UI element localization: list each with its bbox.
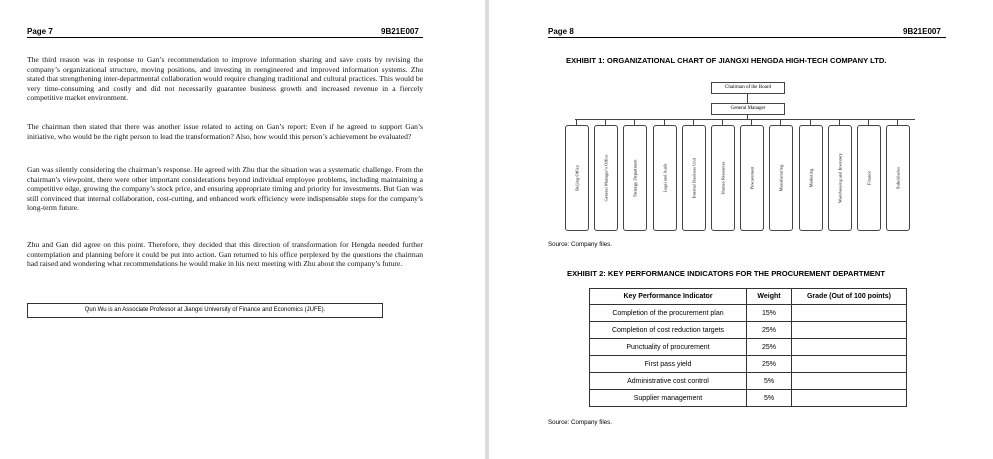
org-department-label: Legal and Audit [662,163,668,193]
org-department-label: Subsidiaries [895,167,901,189]
paragraph-1: The third reason was in response to Gan’s recommendation to improve information sharing and save costs by revising the company’s organizational structure, moving positions, and investing in reengineered and improved information systems. Zhu stated that strengthening inter-departmental collaboration would require changing traditional and cultural practices. This would be very time-consuming and costly and did not necessarily guarantee business growth and increased revenue in a fiercely competitive market environment. [27,55,423,103]
kpi-cell: Supplier management [590,390,747,407]
weight-cell: 25% [747,322,792,339]
weight-cell: 5% [747,373,792,390]
org-department-label: Marketing [808,168,814,188]
source-note-1: Source: Company files. [548,241,612,248]
paragraph-3: Gan was silently considering the chairman’s response. He agreed with Zhu that the situation was a systematic challenge. From the chairman’s viewpoint, there were other important considerations beyond individual employee problems, including maintaining a competitive edge, growing the company’s stock price, and ensuring appropriate timing and priority for investments. But Gan was still convinced that internal collaboration, cost-cutting, and enhanced work efficiency were indispensable steps for the company’s long-term future. [27,165,423,213]
kpi-cell: First pass yield [590,356,747,373]
org-chairman-box: Chairman of the Board [711,82,785,94]
page-number: Page 7 [27,27,53,36]
org-department-label: Procurement [749,166,755,190]
kpi-cell: Punctuality of procurement [590,339,747,356]
page-number: Page 8 [548,27,574,36]
org-department-label: Beijing Office [574,165,580,191]
case-code: 9B21E007 [903,27,941,36]
source-note-2: Source: Company files. [548,419,612,426]
table-row [590,305,907,322]
grade-cell [792,356,907,373]
org-department-label: Human Resources [720,161,726,195]
weight-cell: 15% [747,305,792,322]
table-row [590,339,907,356]
org-department-label: Manufacturing [778,164,784,192]
case-code: 9B21E007 [381,27,419,36]
grade-cell [792,339,907,356]
grade-cell [792,305,907,322]
exhibit-1-title: EXHIBIT 1: ORGANIZATIONAL CHART OF JIANGXI HENGDA HIGH-TECH COMPANY LTD. [566,56,887,65]
org-department-label: General Manager’s Office [603,154,609,202]
exhibit-2-title: EXHIBIT 2: KEY PERFORMANCE INDICATORS FOR THE PROCUREMENT DEPARTMENT [567,269,885,278]
table-row [590,356,907,373]
page-7 [0,0,485,459]
kpi-cell: Administrative cost control [590,373,747,390]
table-header-row [590,289,907,305]
header-rule [27,37,423,38]
table-row [590,390,907,407]
grade-cell [792,322,907,339]
header-kpi: Key Performance Indicator [590,289,747,305]
org-department-label: Finance [866,170,872,186]
org-department-label: Warehousing and Inventory [837,153,843,203]
org-department-label: Strategy Department [632,159,638,197]
paragraph-2: The chairman then stated that there was another issue related to acting on Gan’s report: Even if he agreed to support Gan’s initiative, who would be the right person to lead the transformation? Also, how would this person’s achievement be evaluated? [27,122,423,141]
org-department-label: Internal Business Unit [691,157,697,199]
kpi-cell: Completion of cost reduction targets [590,322,747,339]
kpi-cell: Completion of the procurement plan [590,305,747,322]
header-rule [548,37,946,38]
weight-cell: 25% [747,339,792,356]
table-row [590,322,907,339]
grade-cell [792,390,907,407]
weight-cell: 25% [747,356,792,373]
header-grade: Grade (Out of 100 points) [792,289,907,305]
author-note: Qun Wu is an Associate Professor at Jiangxi University of Finance and Economics (JUFE). [27,303,383,318]
org-gm-box: General Manager [711,103,785,115]
grade-cell [792,373,907,390]
paragraph-4: Zhu and Gan did agree on this point. Therefore, they decided that this direction of transformation for Hengda needed further contemplation and planning before it could be put into action. Gan returned to his office perplexed by the questions the chairman had raised and wondering what recommendations he would make in his next meeting with Zhu about the company’s future. [27,240,423,269]
weight-cell: 5% [747,390,792,407]
kpi-table [589,288,907,407]
table-row [590,373,907,390]
header-weight: Weight [747,289,792,305]
